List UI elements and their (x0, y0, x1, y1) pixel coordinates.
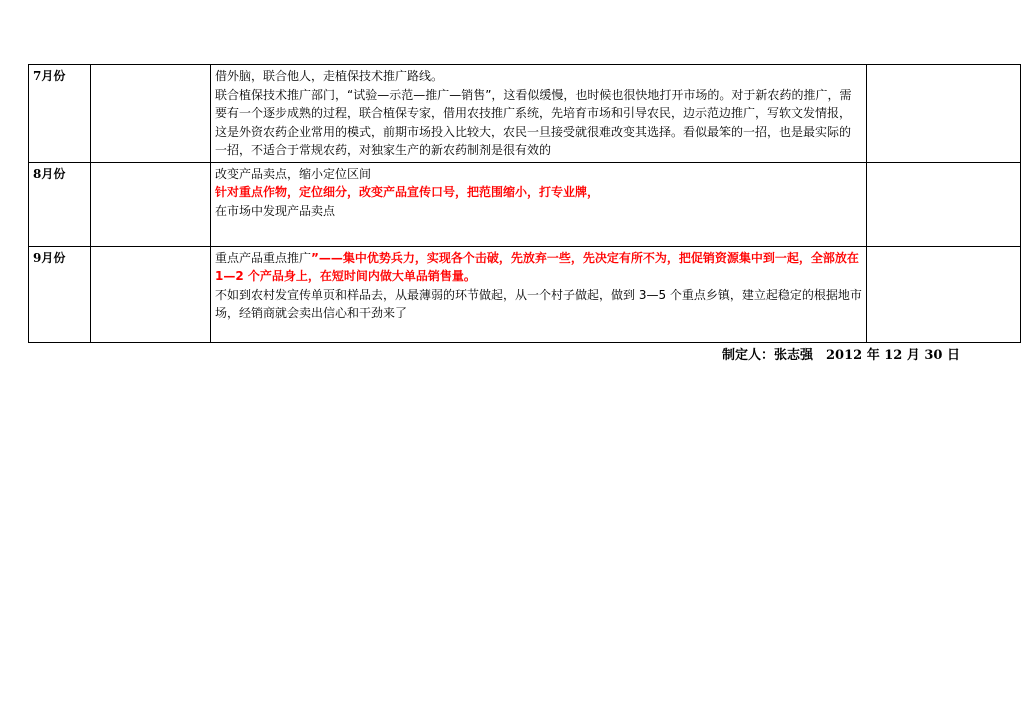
signature-line: 制定人：张志强 2012 年 12 月 30 日 (722, 348, 960, 363)
month-cell: 8月份 (29, 162, 91, 246)
month-cell: 7月份 (29, 65, 91, 163)
empty-cell (867, 65, 1021, 163)
table-row-8 (29, 162, 1021, 246)
table-row-9 (29, 246, 1021, 342)
content-line: 借外脑，联合他人，走植保技术推广路线。 (215, 69, 444, 83)
content-cell (211, 246, 867, 342)
content-line: 联合植保技术推广部门，“试验—示范—推广—销售”，这看似缓慢，也时候也很快地打开市场的。对于新农药的推广，需要有一个逐步成熟的过程，联合植保专家，借用农技推广系统，先培育市场和引导农民，边示范边推广，写软文发情报，这是外资农药企业常用的模式，前期市场投入比较大，农民一旦接受就很难改变其选择。看似最笨的一招，也是最实际的一招，不适合于常规农药，对独家生产的新农药制剂是很有效的 (215, 87, 852, 157)
empty-cell (91, 162, 211, 246)
content-line: 改变产品卖点，缩小定位区间 (215, 166, 372, 181)
content-cell (211, 65, 867, 163)
content-line: 不如到农村发宣传单页和样品去，从最薄弱的环节做起，从一个村子做起，做到 3—5 个重点乡镇，建立起稳定的根据地市场，经销商就会卖出信心和干劲来了 (215, 287, 862, 320)
content-line: 在市场中发现产品卖点 (215, 203, 336, 218)
table-row-7 (29, 65, 1021, 163)
empty-cell (867, 162, 1021, 246)
content-cell (211, 162, 867, 246)
marketing-plan-table (28, 64, 1021, 343)
empty-cell (91, 65, 211, 163)
empty-cell (91, 246, 211, 342)
highlight-line: 针对重点作物，定位细分，改变产品宣传口号，把范围缩小，打专业牌， (215, 185, 600, 199)
highlight-text: ”——集中优势兵力，实现各个击破，先放弃一些，先决定有所不为，把促销资源集中到一起，全部放在 1—2 个产品身上，在短时间内做大单品销售量。 (215, 250, 859, 283)
month-cell: 9月份 (29, 246, 91, 342)
content-prefix: 重点产品重点推广 (215, 250, 312, 265)
empty-cell (867, 246, 1021, 342)
content-line (215, 249, 862, 286)
